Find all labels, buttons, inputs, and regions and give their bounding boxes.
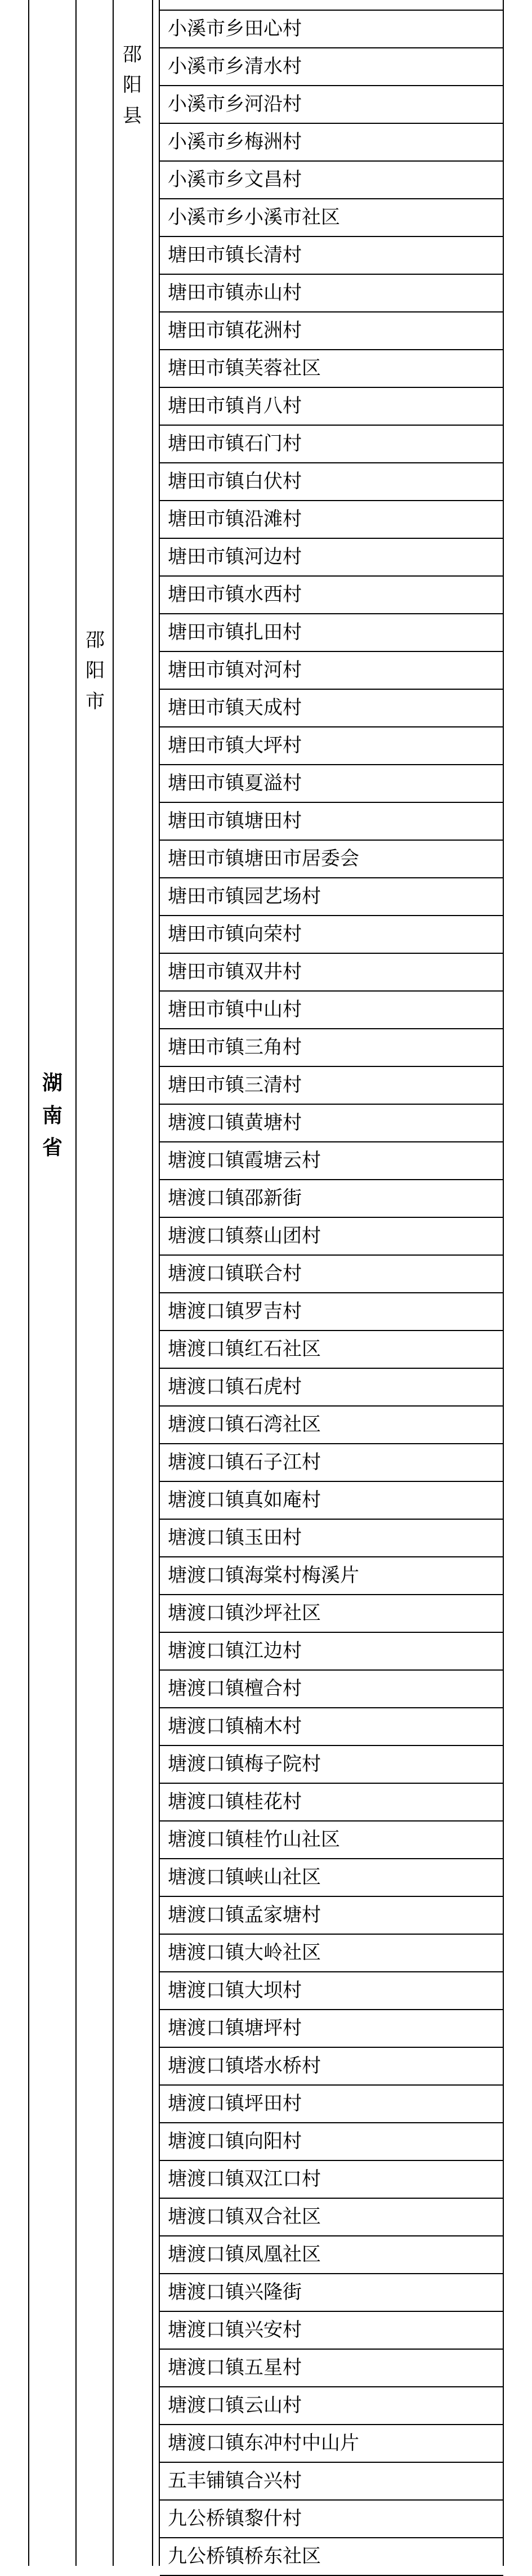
village-row: 塘渡口镇玉田村 (168, 1526, 302, 1549)
village-row: 塘田市镇对河村 (168, 659, 302, 681)
village-row: 塘田市镇沿滩村 (168, 508, 302, 530)
village-row: 塘田市镇水西村 (168, 583, 302, 606)
village-row: 塘田市镇赤山村 (168, 282, 302, 304)
village-row: 塘渡口镇蔡山团村 (168, 1225, 321, 1247)
village-row: 塘田市镇三角村 (168, 1036, 302, 1059)
village-row: 塘渡口镇大岭社区 (168, 1941, 321, 1964)
county-char: 阳 (123, 74, 142, 97)
village-row: 塘田市镇肖八村 (168, 395, 302, 417)
village-row: 塘渡口镇石子江村 (168, 1451, 321, 1474)
village-row: 塘田市镇扎田村 (168, 621, 302, 644)
province-city-divider (75, 0, 77, 2566)
city-cell (79, 625, 111, 717)
province-char: 南 (42, 1104, 62, 1127)
village-row: 塘渡口镇桂花村 (168, 1791, 302, 1813)
village-row: 塘渡口镇联合村 (168, 1262, 302, 1285)
village-row: 塘渡口镇黄塘村 (168, 1111, 302, 1134)
village-row: 塘渡口镇罗吉村 (168, 1300, 302, 1323)
table-border-left (28, 0, 29, 2566)
village-row: 塘渡口镇塘坪村 (168, 2017, 302, 2039)
village-row: 塘渡口镇东冲村中山片 (168, 2432, 359, 2454)
village-row: 塘田市镇塘田村 (168, 810, 302, 832)
village-row: 塘渡口镇向阳村 (168, 2130, 302, 2153)
village-row: 塘渡口镇檀合村 (168, 1677, 302, 1700)
village-row: 小溪市乡清水村 (168, 55, 302, 78)
village-row: 塘田市镇花洲村 (168, 319, 302, 342)
village-row: 塘田市镇长清村 (168, 244, 302, 266)
village-row: 塘渡口镇石湾社区 (168, 1413, 321, 1436)
village-row: 塘田市镇石门村 (168, 432, 302, 455)
village-row: 塘田市镇中山村 (168, 998, 302, 1021)
village-row: 塘渡口镇坪田村 (168, 2092, 302, 2115)
village-row: 塘渡口镇邵新街 (168, 1187, 302, 1209)
village-row: 小溪市乡梅洲村 (168, 131, 302, 153)
village-row: 塘渡口镇双合社区 (168, 2206, 321, 2228)
village-row: 塘田市镇夏溢村 (168, 772, 302, 794)
village-row: 塘渡口镇霞塘云村 (168, 1149, 321, 1172)
village-row: 塘田市镇园艺场村 (168, 885, 321, 908)
village-row: 塘渡口镇江边村 (168, 1640, 302, 1662)
village-row: 塘田市镇塘田市居委会 (168, 847, 359, 870)
village-row: 塘渡口镇梅子院村 (168, 1753, 321, 1775)
village-row: 塘渡口镇海棠村梅溪片 (168, 1564, 359, 1587)
province-cell (30, 1067, 75, 1164)
village-row: 塘渡口镇真如庵村 (168, 1489, 321, 1511)
county-village-divider (152, 0, 153, 2566)
village-row: 塘渡口镇兴隆街 (168, 2281, 302, 2303)
village-row: 小溪市乡河沿村 (168, 93, 302, 115)
village-row: 塘渡口镇大坝村 (168, 1979, 302, 2002)
city-char: 邵 (86, 629, 105, 651)
village-row: 塘渡口镇双江口村 (168, 2168, 321, 2190)
village-row: 小溪市乡田心村 (168, 17, 302, 40)
village-row: 塘田市镇双井村 (168, 961, 302, 983)
province-char: 湖 (42, 1072, 62, 1095)
village-row: 塘渡口镇云山村 (168, 2394, 302, 2417)
village-row: 塘渡口镇塔水桥村 (168, 2055, 321, 2077)
village-row: 塘田市镇天成村 (168, 697, 302, 719)
city-char: 阳 (86, 659, 105, 682)
village-row: 塘田市镇河边村 (168, 546, 302, 568)
village-row: 塘渡口镇峡山社区 (168, 1866, 321, 1889)
village-row: 塘渡口镇孟家塘村 (168, 1904, 321, 1926)
county-cell (116, 39, 149, 131)
village-row: 塘渡口镇红石社区 (168, 1338, 321, 1360)
province-char: 省 (42, 1136, 62, 1160)
village-row: 小溪市乡文昌村 (168, 168, 302, 191)
village-row: 塘渡口镇石虎村 (168, 1376, 302, 1398)
village-row: 塘渡口镇楠木村 (168, 1715, 302, 1738)
village-row: 九公桥镇黎什村 (168, 2507, 302, 2530)
village-row: 塘渡口镇五星村 (168, 2356, 302, 2379)
village-row: 塘田市镇芙蓉社区 (168, 357, 321, 380)
county-char: 邵 (123, 43, 142, 66)
village-row: 塘田市镇白伏村 (168, 470, 302, 493)
village-row: 塘渡口镇桂竹山社区 (168, 1828, 340, 1851)
village-row: 塘渡口镇凤凰社区 (168, 2243, 321, 2266)
village-row: 塘田市镇三清村 (168, 1074, 302, 1096)
village-row: 塘渡口镇兴安村 (168, 2319, 302, 2341)
village-row: 五丰铺镇合兴村 (168, 2470, 302, 2492)
village-row: 塘渡口镇沙坪社区 (168, 1602, 321, 1624)
city-county-divider (113, 0, 114, 2566)
village-row: 九公桥镇桥东社区 (168, 2545, 321, 2568)
village-row: 小溪市乡小溪市社区 (168, 206, 340, 229)
city-char: 市 (86, 690, 105, 713)
village-row: 塘田市镇向荣村 (168, 923, 302, 945)
village-row: 塘田市镇大坪村 (168, 734, 302, 757)
county-char: 县 (123, 104, 142, 127)
